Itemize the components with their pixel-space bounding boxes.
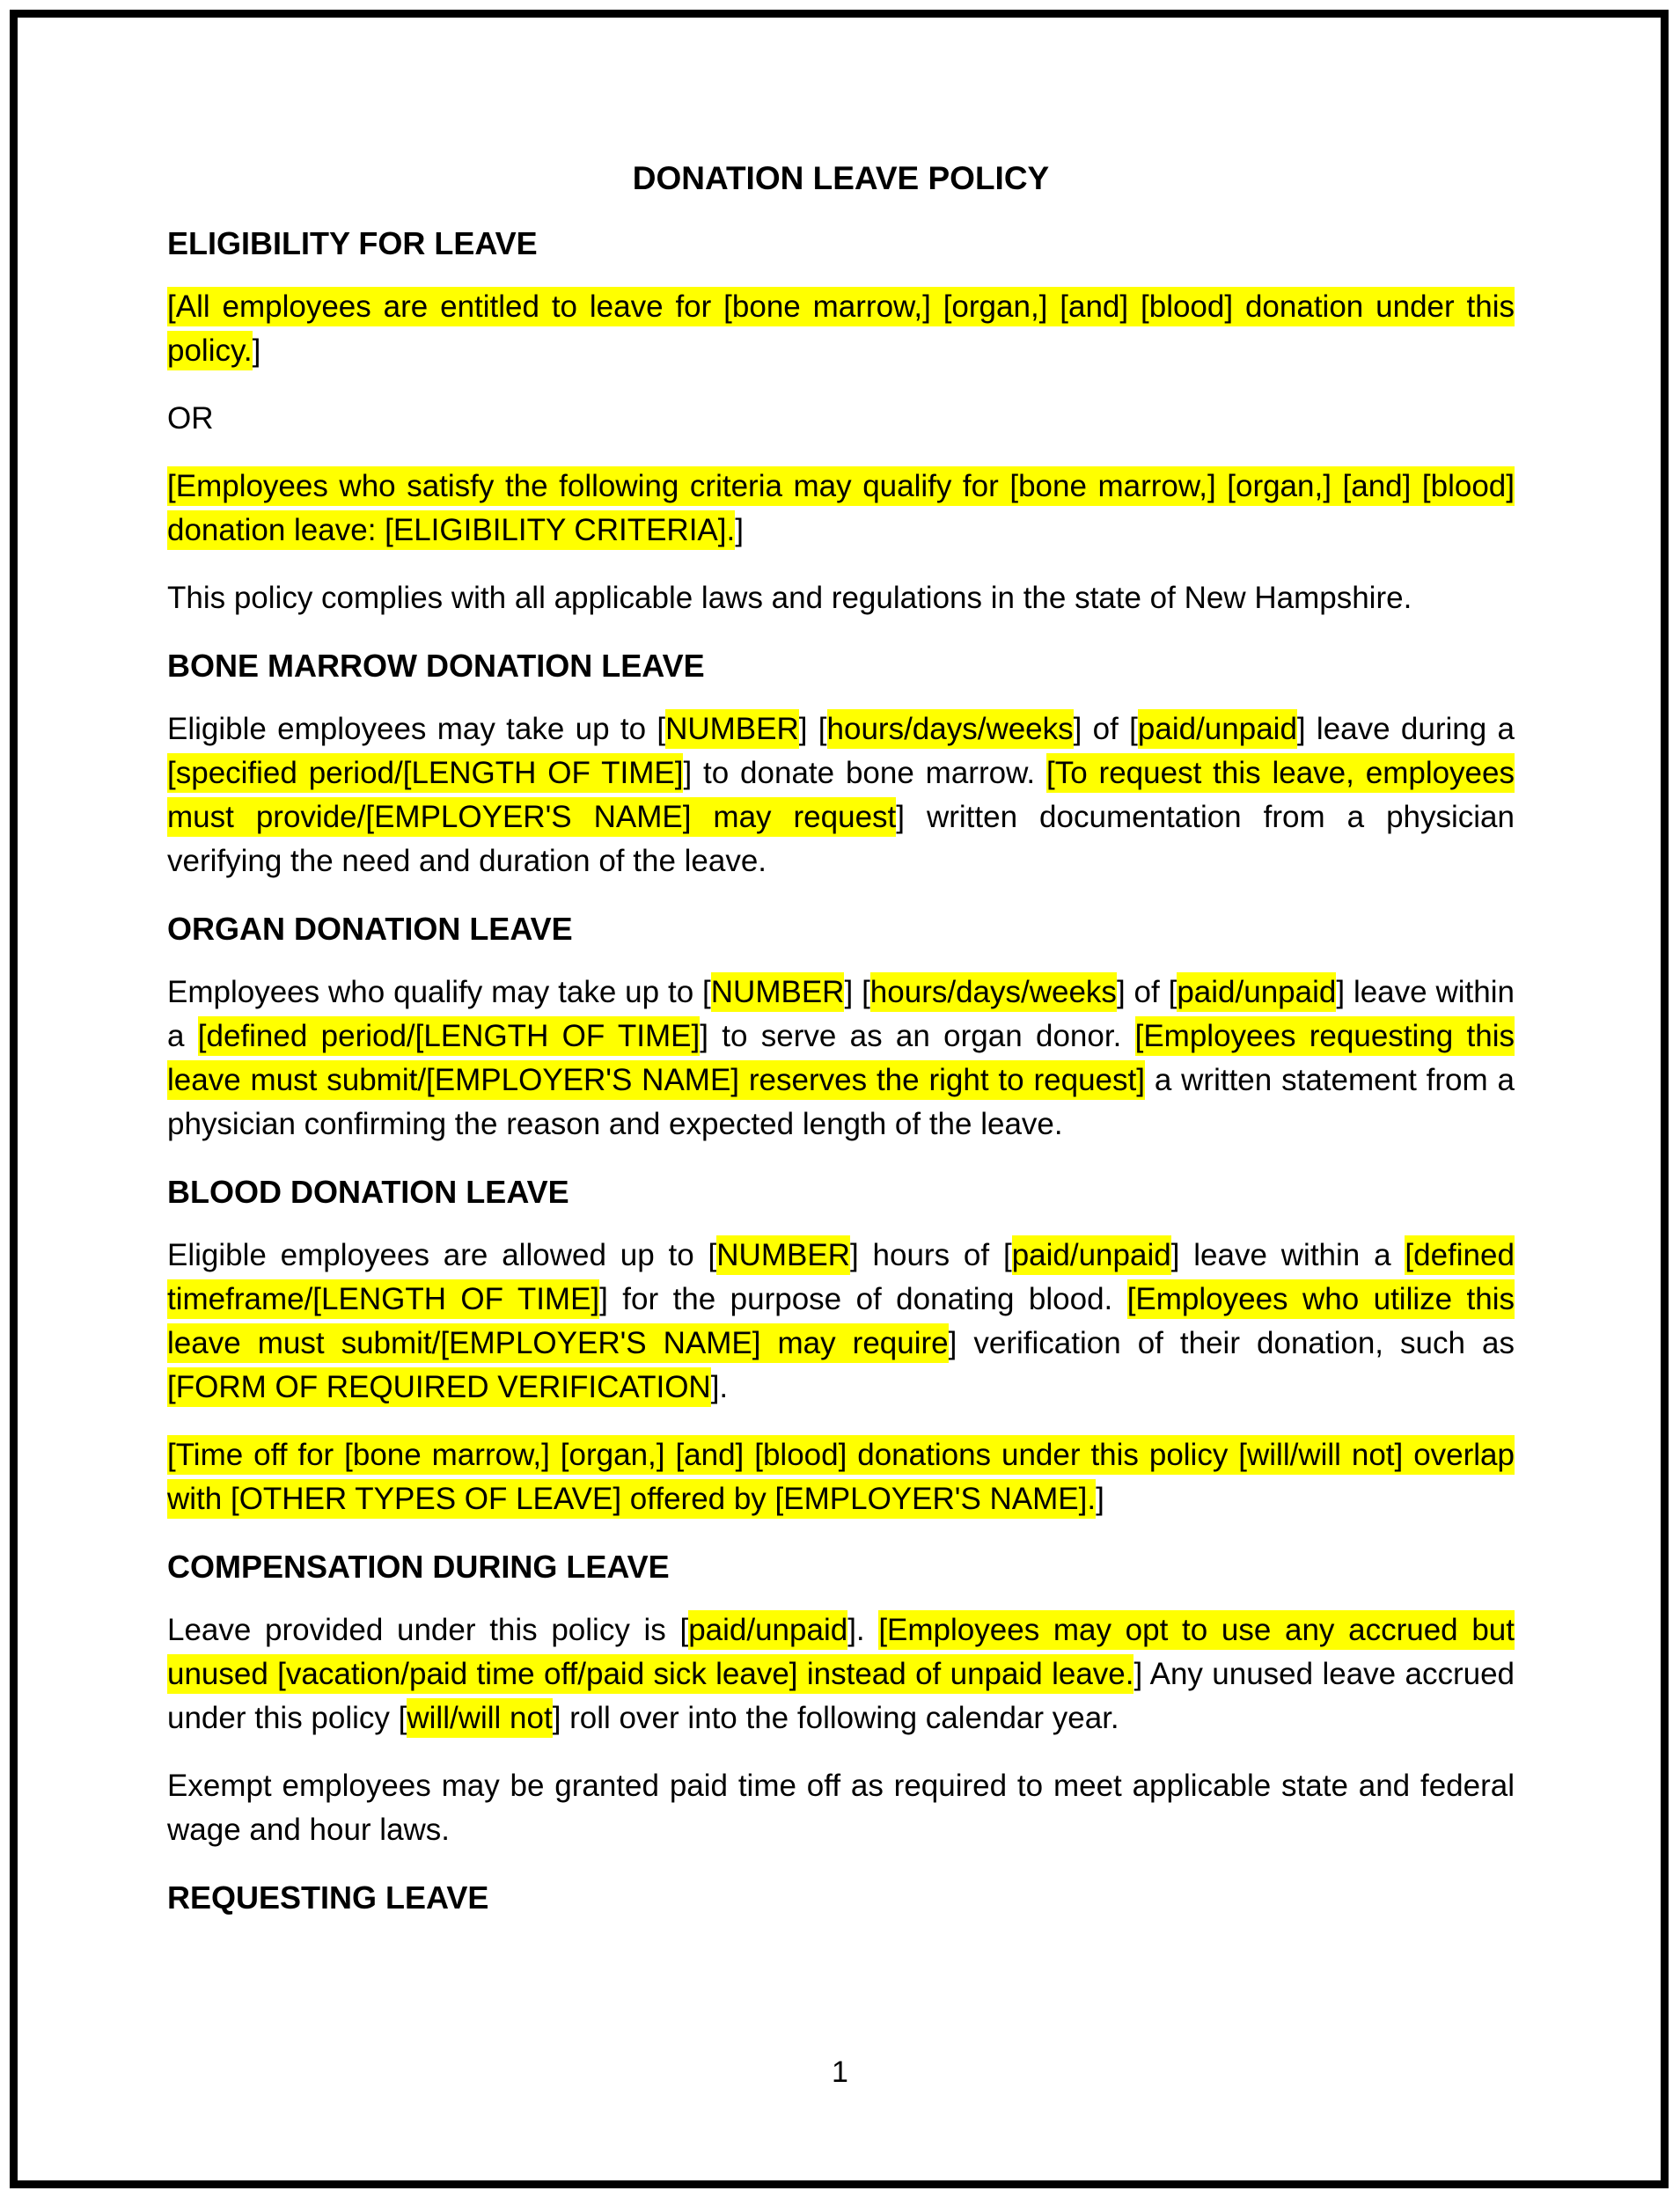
text-run: ] to donate bone marrow. xyxy=(683,756,1047,790)
text-run: ] [ xyxy=(844,975,870,1009)
highlighted-placeholder-text: [Employees may opt to use any accrued but unused [vacation/paid time off/paid sick leave] instead of unpaid leave. xyxy=(167,1610,1515,1694)
text-run: Exempt employees may be granted paid time off as required to meet applicable state and federal wage and hour laws. xyxy=(167,1769,1515,1847)
text-run: ORGAN DONATION LEAVE xyxy=(167,911,573,947)
highlighted-placeholder-text: paid/unpaid xyxy=(1177,972,1336,1012)
text-run: BONE MARROW DONATION LEAVE xyxy=(167,648,705,684)
paragraph xyxy=(167,285,1515,373)
text-run: ] verification of their donation, such as xyxy=(948,1326,1515,1360)
paragraph xyxy=(167,465,1515,553)
text-run: BLOOD DONATION LEAVE xyxy=(167,1174,569,1210)
section-heading xyxy=(167,1545,1515,1589)
text-run: ] xyxy=(1096,1482,1104,1516)
document-title: DONATION LEAVE POLICY xyxy=(632,160,1050,196)
text-run: Employees who qualify may take up to [ xyxy=(167,975,711,1009)
paragraph xyxy=(167,1764,1515,1852)
highlighted-placeholder-text: [Employees who satisfy the following criteria may qualify for [bone marrow,] [organ,] [and] [blood] donation leave: [ELIGIBILITY CRITERIA]. xyxy=(167,466,1515,550)
text-run: ] leave during a xyxy=(1296,712,1515,746)
highlighted-placeholder-text: [Employees requesting this leave must submit/[EMPLOYER'S NAME] reserves the right to request] xyxy=(167,1016,1515,1100)
highlighted-placeholder-text: [specified period/[LENGTH OF TIME] xyxy=(167,753,683,793)
highlighted-placeholder-text: paid/unpaid xyxy=(688,1610,847,1650)
highlighted-placeholder-text: will/will not xyxy=(407,1698,552,1738)
paragraph xyxy=(167,397,1515,441)
text-run: a written statement from a physician confirming the reason and expected length of the leave. xyxy=(167,1063,1515,1141)
paragraph xyxy=(167,1608,1515,1740)
text-run: ] xyxy=(252,333,261,368)
paragraph xyxy=(167,1433,1515,1521)
text-run: ] hours of [ xyxy=(849,1238,1012,1272)
text-run: ELIGIBILITY FOR LEAVE xyxy=(167,225,538,261)
text-run: ] Any unused leave accrued under this policy [ xyxy=(167,1657,1515,1735)
highlighted-placeholder-text: [To request this leave, employees must provide/[EMPLOYER'S NAME] may request xyxy=(167,753,1515,837)
paragraph xyxy=(167,576,1515,620)
text-run: ]. xyxy=(710,1370,729,1404)
text-run: This policy complies with all applicable laws and regulations in the state of New Hampshire. xyxy=(167,581,1412,615)
text-run: ] roll over into the following calendar year. xyxy=(552,1701,1119,1735)
highlighted-placeholder-text: [defined period/[LENGTH OF TIME] xyxy=(198,1016,700,1056)
text-run: Eligible employees may take up to [ xyxy=(167,712,666,746)
section-heading xyxy=(167,1876,1515,1920)
text-run: ] written documentation from a physician verifying the need and duration of the leave. xyxy=(167,800,1515,878)
highlighted-placeholder-text: paid/unpaid xyxy=(1138,709,1297,749)
document-content xyxy=(167,157,1515,1939)
highlighted-placeholder-text: hours/days/weeks xyxy=(870,972,1117,1012)
text-run: ]. xyxy=(847,1613,879,1647)
text-run: COMPENSATION DURING LEAVE xyxy=(167,1549,670,1585)
text-run: ] for the purpose of donating blood. xyxy=(599,1282,1127,1316)
highlighted-placeholder-text: NUMBER xyxy=(665,709,799,749)
text-run: ] of [ xyxy=(1073,712,1138,746)
highlighted-placeholder-text: [All employees are entitled to leave for [bone marrow,] [organ,] [and] [blood] donation under this policy. xyxy=(167,287,1515,370)
text-run: ] xyxy=(735,513,744,547)
section-heading xyxy=(167,1170,1515,1214)
text-run: ] [ xyxy=(798,712,827,746)
paragraph xyxy=(167,971,1515,1147)
text-run: ] leave within a xyxy=(167,975,1515,1053)
document-body xyxy=(167,222,1515,1920)
highlighted-placeholder-text: hours/days/weeks xyxy=(827,709,1074,749)
text-run: REQUESTING LEAVE xyxy=(167,1879,489,1916)
paragraph xyxy=(167,1234,1515,1410)
highlighted-placeholder-text: paid/unpaid xyxy=(1012,1235,1171,1275)
text-run: ] to serve as an organ donor. xyxy=(700,1019,1135,1053)
highlighted-placeholder-text: [Employees who utilize this leave must submit/[EMPLOYER'S NAME] may require xyxy=(167,1279,1515,1363)
text-run: ] leave within a xyxy=(1170,1238,1405,1272)
section-heading xyxy=(167,907,1515,951)
section-heading xyxy=(167,222,1515,266)
highlighted-placeholder-text: [defined timeframe/[LENGTH OF TIME] xyxy=(167,1235,1515,1319)
highlighted-placeholder-text: [Time off for [bone marrow,] [organ,] [and] [blood] donations under this policy [will/will not] overlap with [OTHER TYPES OF LEAVE] offered by [EMPLOYER'S NAME]. xyxy=(167,1435,1515,1519)
highlighted-placeholder-text: NUMBER xyxy=(716,1235,850,1275)
text-run: ] of [ xyxy=(1116,975,1177,1009)
section-heading xyxy=(167,644,1515,688)
text-run: OR xyxy=(167,401,214,436)
highlighted-placeholder-text: [FORM OF REQUIRED VERIFICATION xyxy=(167,1367,711,1407)
paragraph xyxy=(167,707,1515,883)
highlighted-placeholder-text: NUMBER xyxy=(711,972,845,1012)
text-run: Leave provided under this policy is [ xyxy=(167,1613,689,1647)
page-number: 1 xyxy=(832,2055,848,2089)
text-run: Eligible employees are allowed up to [ xyxy=(167,1238,717,1272)
